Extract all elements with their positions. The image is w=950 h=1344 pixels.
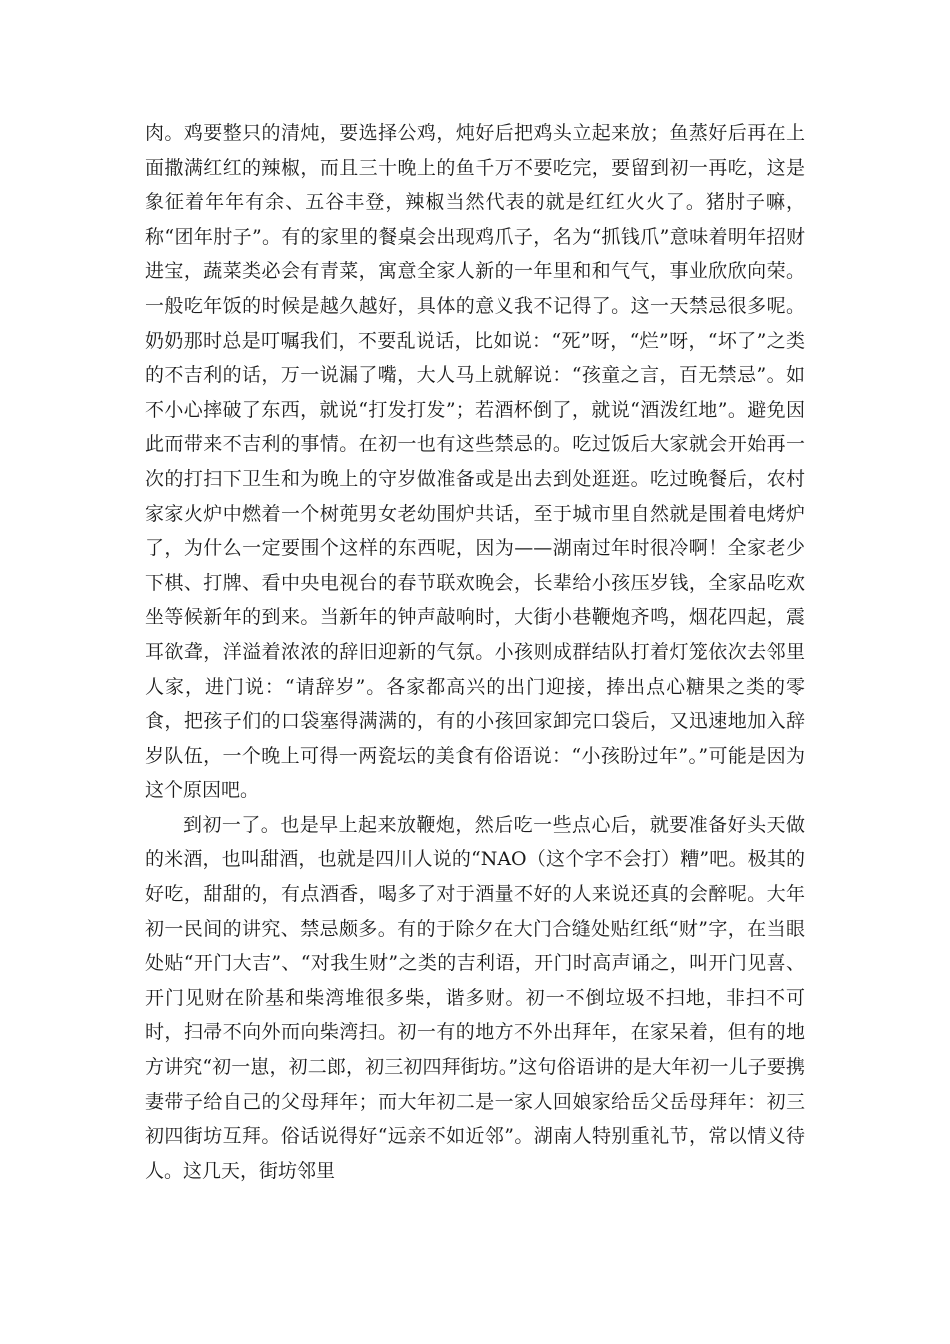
paragraph-new-year-eve: 肉。鸡要整只的清炖，要选择公鸡，炖好后把鸡头立起来放；鱼蒸好后再在上面撒满红红的辣椒，而且三十晚上的鱼千万不要吃完，要留到初一再吃，这是象征着年年有余、五谷丰登，辣椒当然代表的就是红红火火了。猪肘子嘛，称“团年肘子”。有的家里的餐桌会出现鸡爪子，名为“抓钱爪”意味着明年招财进宝，蔬菜类必会有青菜，寓意全家人新的一年里和和气气，事业欣欣向荣。一般吃年饭的时候是越久越好，具体的意义我不记得了。这一天禁忌很多呢。奶奶那时总是叮嘱我们，不要乱说话，比如说：“死”呀，“烂”呀，“坏了”之类的不吉利的话，万一说漏了嘴，大人马上就解说：“孩童之言，百无禁忌”。如不小心摔破了东西，就说“打发打发”；若酒杯倒了，就说“酒泼红地”。避免因此而带来不吉利的事情。在初一也有这些禁忌的。吃过饭后大家就会开始再一次的打扫下卫生和为晚上的守岁做准备或是出去到处逛逛。吃过晚餐后，农村家家火炉中燃着一个树蔸男女老幼围炉共话，至于城市里自然就是围着电烤炉了，为什么一定要围个这样的东西呢，因为——湖南过年时很冷啊！全家老少下棋、打牌、看中央电视台的春节联欢晚会，长辈给小孩压岁钱，全家品吃欢坐等候新年的到来。当新年的钟声敲响时，大街小巷鞭炮齐鸣，烟花四起，震耳欲聋，洋溢着浓浓的辞旧迎新的气氛。小孩则成群结队打着灯笼依次去邻里人家，进门说：“请辞岁”。各家都高兴的出门迎接，捧出点心糖果之类的零食，把孩子们的口袋塞得满满的，有的小孩回家卸完口袋后，又迅速地加入辞岁队伍，一个晚上可得一两瓷坛的美食有俗语说：“小孩盼过年”。”可能是因为这个原因吧。 xyxy=(145,122,805,802)
paragraph-first-day: 到初一了。也是早上起来放鞭炮，然后吃一些点心后，就要准备好头天做的米酒，也叫甜酒，也就是四川人说的“NAO（这个字不会打）糟”吧。极其的好吃，甜甜的，有点酒香，喝多了对于酒量不好的人来说还真的会醉呢。大年初一民间的讲究、禁忌颇多。有的于除夕在大门合缝处贴红纸“财”字，在当眼处贴“开门大吉”、“对我生财”之类的吉利语，开门时高声诵之，叫开门见喜、开门见财在阶基和柴湾堆很多柴，谐多财。初一不倒垃圾不扫地，非扫不可时，扫帚不向外而向柴湾扫。初一有的地方不外出拜年，在家呆着，但有的地方讲究“初一崽，初二郎，初三初四拜街坊。”这句俗语讲的是大年初一儿子要携妻带子给自己的父母拜年；而大年初二是一家人回娘家给岳父岳母拜年：初三初四街坊互拜。俗话说得好“远亲不如近邻”。湖南人特别重礼节，常以情义待人。这几天，街坊邻里 xyxy=(145,813,805,1182)
document-body xyxy=(145,116,805,1188)
